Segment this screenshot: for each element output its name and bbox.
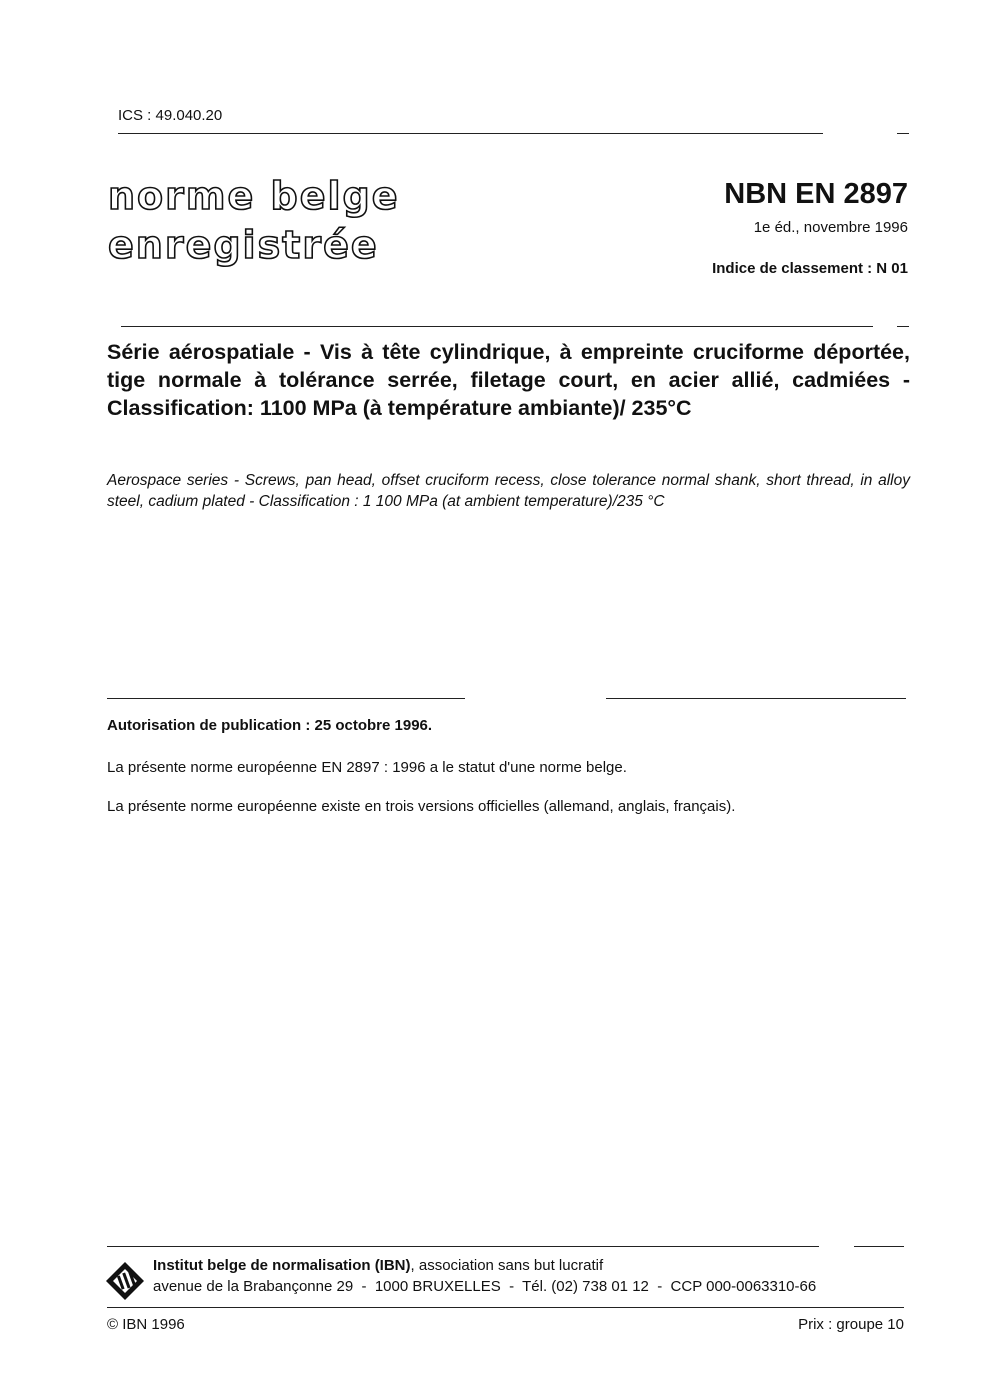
title-divider-tick bbox=[897, 326, 909, 327]
versions-paragraph: La présente norme européenne existe en trois versions officielles (allemand, anglais, français). bbox=[107, 798, 736, 815]
institute-info bbox=[153, 1255, 816, 1297]
ics-code: ICS : 49.040.20 bbox=[118, 107, 223, 124]
header-divider bbox=[118, 133, 823, 134]
footer-divider bbox=[107, 1246, 819, 1247]
publication-authorization: Autorisation de publication : 25 octobre 1996. bbox=[107, 717, 433, 734]
header-divider-tick bbox=[897, 133, 909, 134]
document-type-title-line1: norme belge bbox=[108, 174, 400, 218]
english-title: Aerospace series - Screws, pan head, offset cruciform recess, close tolerance normal shank, short thread, in alloy steel, cadium plated - Classification : 1 100 MPa (at ambient temperature)/235 °C bbox=[107, 472, 910, 510]
institute-suffix: , association sans but lucratif bbox=[410, 1257, 604, 1274]
status-paragraph: La présente norme européenne EN 2897 : 1996 a le statut d'une norme belge. bbox=[107, 759, 627, 776]
footer-bottom-divider bbox=[107, 1307, 904, 1308]
copyright: © IBN 1996 bbox=[107, 1316, 185, 1333]
document-type-title-line2: enregistrée bbox=[108, 223, 379, 267]
french-title: Série aérospatiale - Vis à tête cylindrique, à empreinte cruciforme déportée, tige normale à tolérance serrée, filetage court, en acier allié, cadmiées - Classification: 1100 MPa (à température ambiante)/ 235°C bbox=[107, 340, 910, 420]
body-divider-left bbox=[107, 698, 465, 699]
edition-info: 1e éd., novembre 1996 bbox=[753, 219, 908, 236]
classification-index: Indice de classement : N 01 bbox=[712, 260, 908, 277]
institute-address: avenue de la Brabançonne 29 - 1000 BRUXELLES - Tél. (02) 738 01 12 - CCP 000-0063310-66 bbox=[153, 1278, 817, 1295]
institute-name-line bbox=[153, 1255, 816, 1276]
price-group: Prix : groupe 10 bbox=[798, 1316, 904, 1333]
ibn-logo-icon bbox=[104, 1260, 146, 1302]
institute-name: Institut belge de normalisation (IBN) bbox=[153, 1257, 411, 1274]
title-divider bbox=[121, 326, 873, 327]
footer-divider-tick bbox=[854, 1246, 904, 1247]
body-divider-right bbox=[606, 698, 906, 699]
standard-number: NBN EN 2897 bbox=[724, 178, 908, 210]
